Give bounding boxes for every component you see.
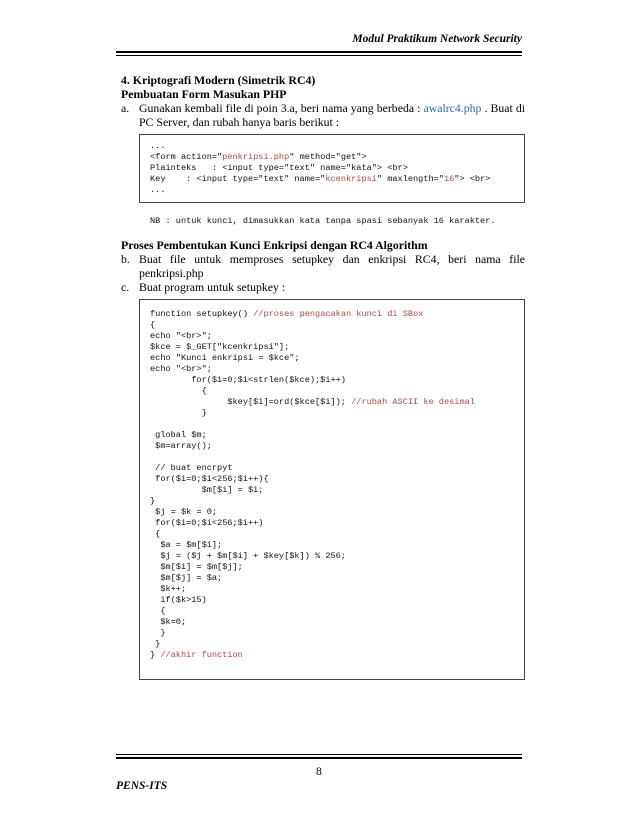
code-line: function setupkey(): [150, 309, 254, 319]
document-body: [121, 66, 525, 680]
code-line: // buat encrpyt: [150, 463, 233, 473]
code-line: {: [150, 529, 161, 539]
code-line: $a = $m[$i];: [150, 540, 223, 550]
code-line: $j = $k = 0;: [150, 507, 218, 517]
nb-note: NB : untuk kunci, dimasukkan kata tanpa spasi sebanyak 16 karakter.: [150, 216, 496, 226]
code-line: }: [150, 639, 161, 649]
item-a-text-after: . Buat di PC Server, dan rubah hanya baris berikut :: [139, 101, 525, 129]
page-header-title: Modul Praktikum Network Security: [352, 33, 522, 45]
list-item-a: [121, 101, 525, 129]
code-line: echo "<br>";: [150, 331, 212, 341]
code-line: global $m;: [150, 430, 207, 440]
code-line: ...: [150, 185, 166, 195]
code-line: echo "Kunci enkripsi = $kce";: [150, 353, 300, 363]
list-item-c: [121, 280, 525, 294]
code-string: 16: [443, 174, 455, 184]
code-string: kcenkripsi: [325, 174, 377, 184]
list-label-b: b.: [121, 252, 130, 266]
code-line: }: [150, 496, 156, 506]
code-line: for($i=0;$i<256;$i++){: [150, 474, 269, 484]
list-label-a: a.: [121, 101, 130, 115]
code-line: $k=0;: [150, 617, 187, 627]
code-line: Plainteks : <input type="text" name="kata"> <br>: [150, 163, 408, 173]
code-line: {: [150, 606, 166, 616]
code-line: }: [150, 628, 166, 638]
list-text-b: Buat file untuk memproses setupkey dan enkripsi RC4, beri nama file penkripsi.php: [139, 252, 525, 280]
code-line: for($i=0;$i<256;$i++): [150, 518, 264, 528]
code-string: penkripsi.php: [222, 152, 290, 162]
code-comment: //rubah ASCII ke desimal: [351, 397, 475, 407]
code-line: $m[$i] = $i;: [150, 485, 264, 495]
code-comment: //akhir function: [160, 650, 243, 660]
section-subheading: Pembuatan Form Masukan PHP: [121, 87, 287, 101]
code-line: " maxlength=": [376, 174, 444, 184]
section-heading: 4. Kriptografi Modern (Simetrik RC4): [121, 73, 316, 87]
code-line: " method="get">: [289, 152, 367, 162]
footer-rule-thin: [116, 754, 522, 755]
code-box-setupkey: [139, 299, 525, 680]
code-line: ...: [150, 141, 166, 151]
footer-org: PENS-ITS: [116, 780, 168, 792]
code-line: $j = ($j + $m[$i] + $key[$k]) % 256;: [150, 551, 346, 561]
footer-rule-thick: [116, 757, 522, 759]
item-a-text-before: Gunakan kembali file di poin 3.a, beri nama yang berbeda :: [139, 101, 424, 115]
code-line: for($i=0;$i<strlen($kce);$i++): [150, 375, 346, 385]
code-line: $k++;: [150, 584, 187, 594]
code-line: $kce = $_GET["kcenkripsi"];: [150, 342, 290, 352]
filename-link: awalrc4.php: [423, 101, 482, 115]
section-subheading-2: Proses Pembentukan Kunci Enkripsi dengan RC4 Algorithm: [121, 238, 428, 252]
code-block-form: [139, 134, 525, 227]
code-line: <form action=": [150, 152, 223, 162]
list-item-b: [121, 252, 525, 280]
header-rule-thin: [116, 55, 522, 56]
code-line: "> <br>: [454, 174, 491, 184]
list-text-c: Buat program untuk setupkey :: [139, 280, 286, 294]
code-line: if($k>15): [150, 595, 207, 605]
code-line: {: [150, 386, 207, 396]
code-comment: //proses pengacakan kunci di SBox: [253, 309, 424, 319]
code-line: $key[$i]=ord($kce[$i]);: [150, 397, 352, 407]
page-number: 8: [316, 764, 322, 778]
code-box-form: [139, 134, 525, 203]
code-line: $m[$i] = $m[$j];: [150, 562, 243, 572]
code-line: $m[$j] = $a;: [150, 573, 223, 583]
code-line: }: [150, 650, 161, 660]
header-rule-thick: [116, 51, 522, 53]
code-line: }: [150, 408, 207, 418]
code-line: echo "<br>";: [150, 364, 212, 374]
code-line: $m=array();: [150, 441, 212, 451]
list-text-a: [139, 101, 525, 129]
code-block-setupkey: [139, 299, 525, 680]
code-line: Key : <input type="text" name=": [150, 174, 326, 184]
code-line: {: [150, 320, 156, 330]
list-label-c: c.: [121, 280, 130, 294]
